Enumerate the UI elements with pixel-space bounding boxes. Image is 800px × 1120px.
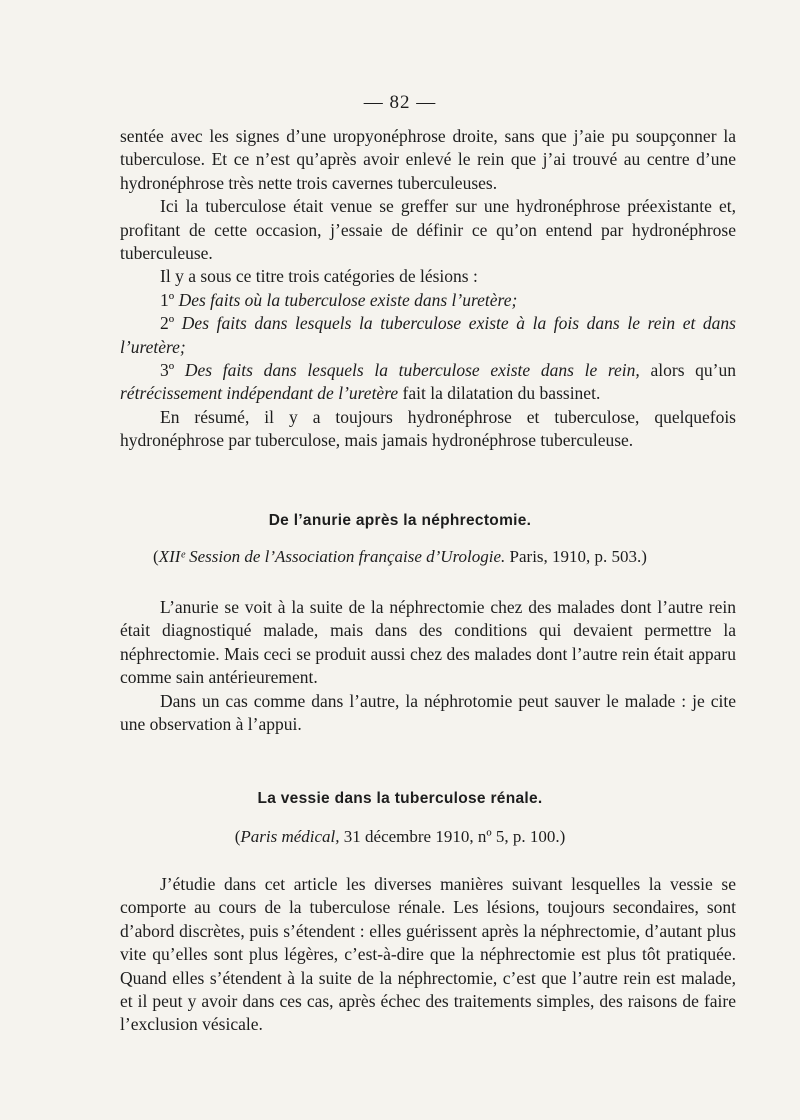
section-2-body [120, 873, 736, 1037]
section-2-citation-rest: 31 décembre 1910, nº 5, p. 100.) [339, 827, 566, 846]
list-item-1-text: Des faits où la tuberculose existe dans l’uretère; [178, 289, 518, 310]
section-2-citation-italic: Paris médical, [240, 827, 340, 846]
list-item-1 [120, 289, 736, 312]
section-1-paragraph-2: Dans un cas comme dans l’autre, la néphrotomie peut sauver le malade : je cite une observation à l’appui. [120, 690, 736, 735]
section-1-citation [0, 547, 800, 567]
intro-text [120, 125, 736, 453]
section-2-citation-open: ( [234, 827, 241, 846]
section-1-body [120, 596, 736, 736]
section-1-citation-rest: Paris, 1910, p. 503.) [505, 547, 647, 566]
list-item-3 [120, 359, 736, 406]
list-item-2 [120, 312, 736, 359]
list-item-2-number: 2º [160, 313, 175, 334]
section-2-citation [0, 827, 800, 847]
section-2-title: La vessie dans la tuberculose rénale. [257, 790, 543, 807]
list-item-3-number: 3º [160, 360, 175, 381]
intro-paragraph-1: sentée avec les signes d’une uropyonéphrose droite, sans que j’aie pu soupçonner la tuberculose. Et ce n’est qu’après avoir enlevé le rein que j’ai trouvé au centre d’une hydronéphrose très nette trois cavernes tuberculeuses. [120, 126, 736, 193]
list-item-2-text: Des faits dans lesquels la tuberculose existe à la fois dans le rein et dans l’uretère; [120, 313, 736, 357]
intro-paragraph-3: Il y a sous ce titre trois catégories de lésions : [160, 266, 478, 287]
section-2-paragraph-1: J’étudie dans cet article les diverses manières suivant lesquelles la vessie se comporte au cours de la tuberculose rénale. Les lésions, toujours secondaires, sont d’abord discrètes, puis s’étendent : elles guérissent après la néphrectomie, d’autant plus vite qu’elles sont plus légères, c’est-à-dire que la néphrectomie est plus tôt pratiquée. Quand elles s’étendent à la suite de la néphrectomie, c’est que l’autre rein est malade, et il peut y avoir dans ces cas, après échec des traitements simples, des raisons de faire l’exclusion vésicale. [120, 874, 736, 1035]
section-1-title: De l’anurie après la néphrectomie. [268, 512, 532, 529]
page-number: — 82 — [363, 92, 437, 113]
section-1-citation-italic: XIIᵉ Session de l’Association française d’Urologie. [158, 547, 506, 566]
section-1-citation-open: ( [153, 547, 159, 566]
list-item-3-end: fait la dilatation du bassinet. [398, 383, 601, 404]
intro-paragraph-2: Ici la tuberculose était venue se greffer sur une hydronéphrose préexistante et, profitant de cette occasion, j’essaie de définir ce qu’on entend par hydronéphrose tuberculeuse. [120, 196, 736, 264]
intro-paragraph-4: En résumé, il y a toujours hydronéphrose et tuberculose, quelquefois hydronéphrose par tuberculose, mais jamais hydronéphrose tuberculeuse. [120, 406, 736, 451]
list-item-3-italic-b: rétrécissement indépendant de l’uretère [120, 383, 399, 404]
section-1-paragraph-1: L’anurie se voit à la suite de la néphrectomie chez des malades dont l’autre rein était diagnostiqué malade, mais dans des conditions qui devaient permettre la néphrectomie. Mais ceci se produit aussi chez des malades dont l’autre rein était apparu comme sain antérieurement. [120, 597, 736, 688]
list-item-3-italic-a: Des faits dans lesquels la tuberculose existe dans le rein, [184, 360, 640, 381]
list-item-1-number: 1º [160, 289, 175, 310]
list-item-3-mid: alors qu’un [639, 360, 737, 381]
